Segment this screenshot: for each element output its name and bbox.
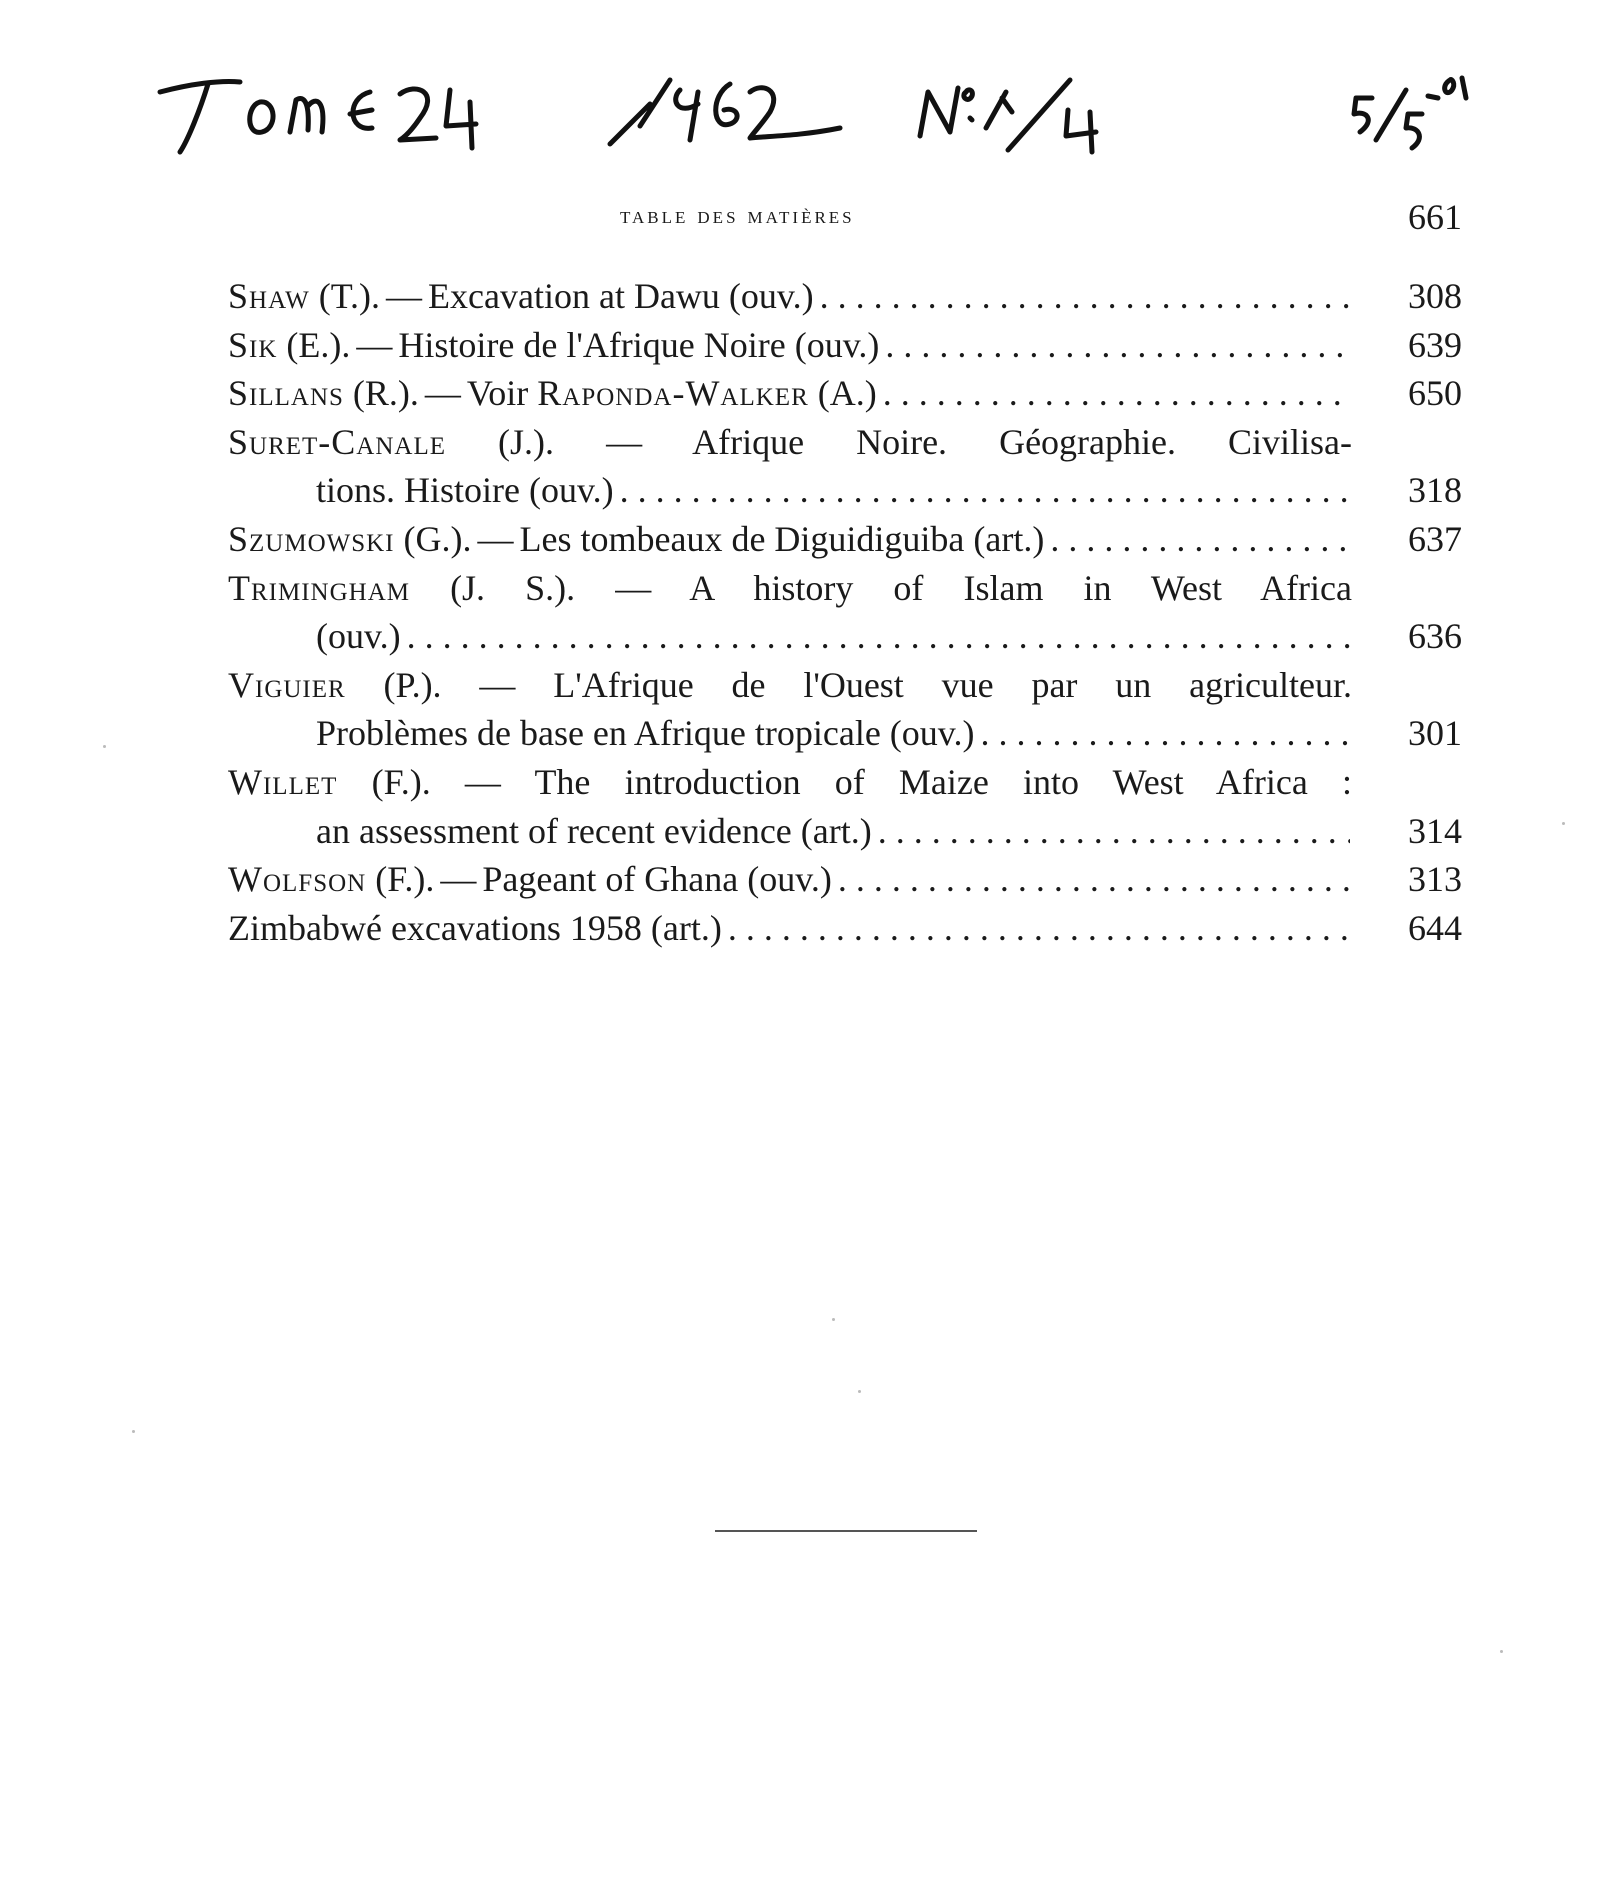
entry-initials: (R.). — [352, 373, 419, 414]
running-head: table des matières — [620, 203, 855, 229]
entry-author: Trimingham — [228, 567, 410, 608]
entry-initials: (E.). — [286, 324, 351, 365]
dot-leader — [620, 466, 1350, 515]
scan-speck — [832, 1318, 835, 1321]
toc-entry-viguier: Viguier (P.). — L'Afrique de l'Ouest vue par un agriculteur. Problèmes de base en Afrique tropicale (ouv.) . . . 301 — [228, 661, 1462, 758]
dot-leader — [838, 855, 1350, 904]
entry-title-line2: an assessment of recent evidence (art.) — [316, 810, 872, 851]
entry-initials: (F.). — [371, 761, 431, 802]
entry-title-line2: tions. Histoire (ouv.) — [316, 470, 614, 511]
entry-initials: (P.). — [383, 664, 442, 705]
entry-author: Szumowski — [228, 518, 395, 559]
dot-leader — [820, 272, 1350, 321]
entry-initials: (T.). — [318, 276, 381, 316]
scan-speck — [132, 1430, 135, 1433]
entry-initials: (J.). — [498, 421, 555, 462]
entry-page: 650 — [1408, 373, 1462, 414]
entry-author: Viguier — [228, 664, 346, 705]
toc-entry-szumowski: Szumowski (G.). — Les tombeaux de Diguidiguiba (art.) . . . 637 — [228, 515, 1462, 564]
toc-entry-shaw: Shaw (T.). — Excavation at Dawu (ouv.) . . . 308 — [228, 272, 1462, 321]
entry-author: Willet — [228, 761, 338, 802]
entry-title-cross-reference: Raponda-Walker — [537, 373, 809, 414]
entry-title-line1: L'Afrique de l'Ouest vue par un agriculteur. — [553, 664, 1353, 705]
entry-title-line2: Problèmes de base en Afrique tropicale (ouv.) — [316, 713, 975, 754]
entry-title: Histoire de l'Afrique Noire (ouv.) — [398, 324, 880, 365]
entry-page: 637 — [1408, 518, 1462, 559]
footer-rule — [715, 1530, 977, 1532]
table-of-contents — [228, 272, 1462, 952]
entry-author: Sillans — [228, 373, 344, 414]
entry-initials: (F.). — [375, 859, 435, 900]
dot-leader — [1050, 515, 1350, 564]
entry-title-suffix: (A.) — [817, 373, 877, 414]
handwritten-annotation — [150, 40, 1610, 160]
entry-author: Wolfson — [228, 859, 367, 900]
entry-initials: (G.). — [403, 518, 472, 559]
toc-entry-willet: Willet (F.). — The introduction of Maize into West Africa : an assessment of recent evidence (art.) . . . 314 — [228, 758, 1462, 855]
toc-entry-sillans: Sillans (R.). — Voir Raponda-Walker (A.) . . . 650 — [228, 369, 1462, 418]
dot-leader — [885, 321, 1350, 370]
scan-speck — [858, 1390, 861, 1393]
entry-author: Sik — [228, 324, 278, 365]
entry-page: 308 — [1408, 276, 1462, 316]
dot-leader — [980, 709, 1350, 758]
dot-leader — [883, 369, 1350, 418]
entry-page: 318 — [1408, 470, 1462, 511]
entry-initials: (J. S.). — [450, 567, 576, 608]
scan-speck — [1562, 822, 1565, 825]
entry-author: Suret-Canale — [228, 421, 446, 462]
entry-title: Pageant of Ghana (ouv.) — [482, 859, 832, 900]
entry-title-line1: A history of Islam in West Africa — [689, 567, 1353, 608]
dot-leader — [878, 807, 1350, 856]
entry-title-line1: The introduction of Maize into West Africa : — [534, 761, 1352, 802]
entry-page: 301 — [1408, 713, 1462, 754]
dot-leader — [728, 904, 1350, 953]
toc-entry-trimingham: Trimingham (J. S.). — A history of Islam in West Africa (ouv.) . . . 636 — [228, 564, 1462, 661]
page-number: 661 — [1408, 197, 1462, 237]
entry-page: 313 — [1408, 859, 1462, 900]
entry-page: 636 — [1408, 616, 1462, 657]
entry-page: 314 — [1408, 810, 1462, 851]
entry-title-prefix: Voir — [466, 373, 529, 414]
dot-leader — [407, 612, 1350, 661]
toc-entry-zimbabwe — [228, 904, 1462, 953]
entry-page: 644 — [1408, 907, 1462, 948]
entry-title: Zimbabwé excavations 1958 (art.) — [228, 907, 722, 948]
entry-title: Les tombeaux de Diguidiguiba (art.) — [519, 518, 1045, 559]
scan-speck — [1500, 1650, 1503, 1653]
entry-page: 639 — [1408, 324, 1462, 365]
scan-speck — [103, 745, 106, 748]
entry-title-line1: Afrique Noire. Géographie. Civilisa- — [692, 421, 1353, 462]
toc-entry-suret-canale: Suret-Canale (J.). — Afrique Noire. Géographie. Civilisa- tions. Histoire (ouv.) . . . 318 — [228, 418, 1462, 515]
toc-entry-wolfson: Wolfson (F.). — Pageant of Ghana (ouv.) . . . 313 — [228, 855, 1462, 904]
toc-entry-sik: Sik (E.). — Histoire de l'Afrique Noire (ouv.) . . . 639 — [228, 321, 1462, 370]
entry-author: Shaw — [228, 276, 310, 316]
entry-title-line2: (ouv.) — [316, 616, 401, 657]
entry-title: Excavation at Dawu (ouv.) — [428, 276, 814, 316]
